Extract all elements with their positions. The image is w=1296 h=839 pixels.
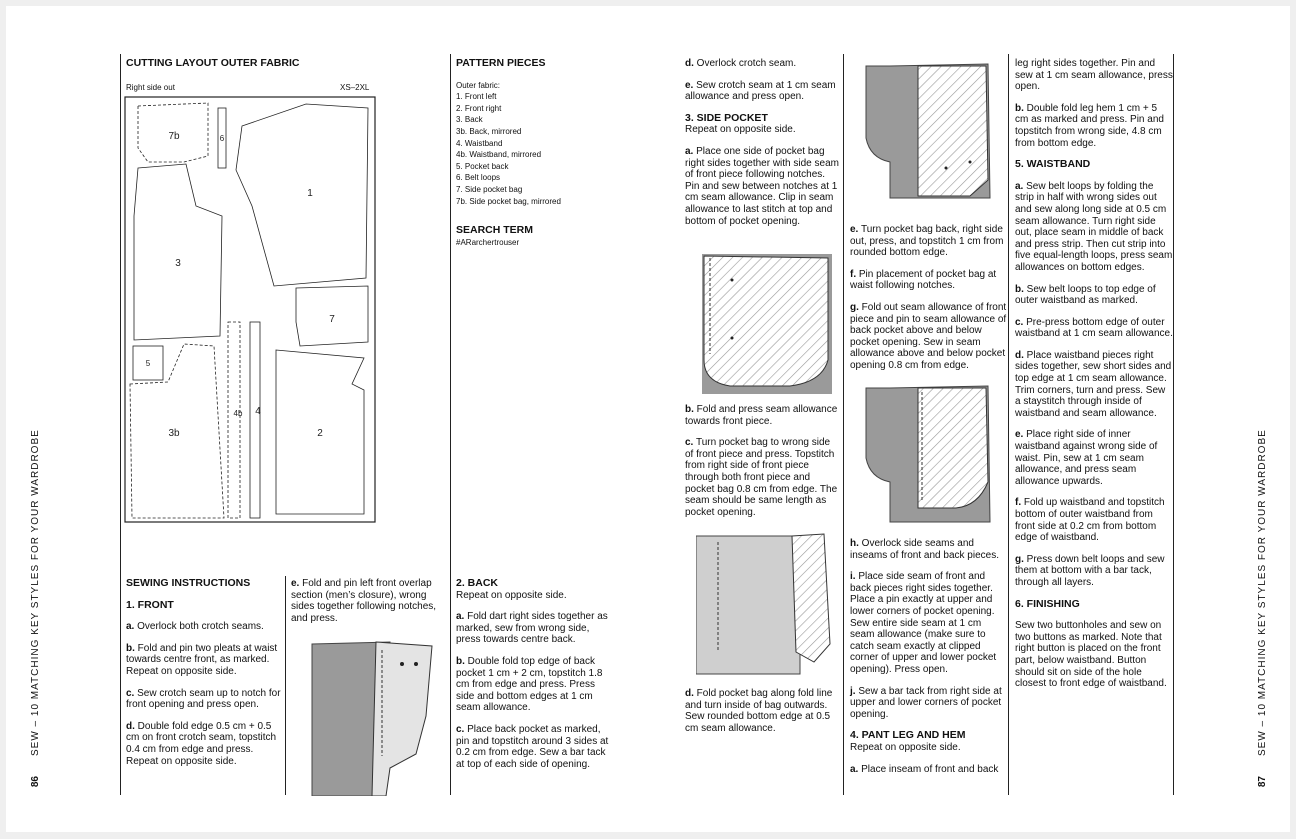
pattern-item: 1. Front left	[456, 92, 497, 102]
pattern-item: 4. Waistband	[456, 138, 503, 148]
piece-label: 6	[219, 134, 225, 143]
size-label: XS–2XL	[340, 83, 370, 92]
pocket-step-a: a. Place one side of pocket bag right sides together with side seam of front piece following notches. Pin and sew between notches at 1 cm seam allowance. Clip in seam allowance to last stitch at top and bottom of pocket opening.	[685, 145, 839, 227]
pattern-item: 3b. Back, mirrored	[456, 126, 522, 136]
pattern-list	[456, 91, 606, 207]
step-a: a. Overlock both crotch seams.	[126, 621, 264, 633]
front-title: 1. FRONT	[126, 598, 174, 611]
step-b: b. Fold and pin two pleats at waist towards centre front, as marked. Repeat on opposite side.	[126, 642, 278, 677]
piece-label: 7b	[168, 131, 180, 142]
sewing-step-e-column	[291, 578, 446, 634]
right-col-2-top	[850, 224, 1008, 382]
cutting-layout-diagram	[124, 96, 376, 524]
side-pocket-title: 3. SIDE POCKET	[685, 111, 768, 124]
waistband-step-g: g. Press down belt loops and sew them at bottom with a bar tack, through all layers.	[1015, 553, 1165, 588]
book-spread	[6, 6, 1290, 832]
cutting-layout-section	[126, 58, 376, 70]
sewing-title: SEWING INSTRUCTIONS	[126, 577, 251, 589]
step-c: c. Sew crotch seam up to notch for front opening and press open.	[126, 687, 281, 711]
column-rule	[285, 576, 286, 795]
column-rule	[450, 54, 451, 795]
piece-label: 4	[255, 406, 261, 417]
right-col-2-bottom	[850, 538, 1008, 785]
pattern-item: 6. Belt loops	[456, 173, 501, 183]
page-number-left: 86	[30, 776, 41, 788]
running-title-right: SEW – 10 MATCHING KEY STYLES FOR YOUR WARDROBE	[1257, 429, 1268, 756]
back-note: Repeat on opposite side.	[456, 589, 567, 601]
crotch-step-d: d. Overlock crotch seam.	[685, 58, 797, 69]
column-rule	[120, 54, 121, 795]
waistband-step-a: a. Sew belt loops by folding the strip in half with wrong sides out and sew along long side at 0.5 cm seam allowance. Turn right side out, place seam in middle of back and press strip. Then cut strip into five equal-length loops, press seam allowances on bottom edges.	[1015, 180, 1173, 273]
back-column	[456, 578, 616, 780]
pocket-step-c: c. Turn pocket bag to wrong side of front piece and press. Topstitch from right side of front piece through both front piece and pocket bag 0.8 cm from edge. The seam should be same length as pocket opening.	[685, 437, 838, 518]
right-col-1-top	[685, 58, 841, 237]
pocket-bag-illustration-2	[696, 532, 834, 676]
piece-label: 4b	[233, 409, 243, 418]
right-col-1-mid	[685, 404, 841, 528]
waistband-step-d: d. Place waistband pieces right sides together, sew short sides and top edge at 1 cm seam allowance. Trim corners, turn and press. Sew a staystitch through inside of waistband and seam allowance.	[1015, 349, 1172, 419]
leg-step-a-cont: leg right sides together. Pin and sew at 1 cm seam allowance, press open.	[1015, 58, 1173, 93]
finishing-text: Sew two buttonholes and sew on two buttons as marked. Note that right button is placed on the front part, below waistband. Button should sit on side of the hole closest to front edge of waistband.	[1015, 620, 1167, 690]
pocket-illustration-4	[860, 382, 1000, 528]
back-step-c: c. Place back pocket as marked, pin and topstitch around 3 sides at 0.2 cm from edge. Sew a bar tack at top of each side of opening.	[456, 723, 609, 770]
piece-label: 2	[317, 428, 323, 439]
pattern-item: 5. Pocket back	[456, 161, 509, 171]
piece-label: 7	[329, 314, 335, 325]
search-title: SEARCH TERM	[456, 224, 534, 237]
fold-label: Right side out	[126, 83, 175, 92]
column-rule	[843, 54, 844, 795]
pant-leg-note: Repeat on opposite side.	[850, 741, 961, 753]
piece-label: 3	[175, 258, 181, 269]
back-step-a: a. Fold dart right sides together as marked, sew from wrong side, press towards centre back.	[456, 611, 608, 646]
pocket-illustration-3	[860, 58, 1000, 206]
pocket-step-g: g. Fold out seam allowance of front piece and pin to seam allowance of back pocket above and below pocket opening. Sew in seam allowance above and below pocket opening 0.8 cm from edge.	[850, 301, 1007, 371]
column-rule	[1008, 54, 1009, 795]
back-step-b: b. Double fold top edge of back pocket 1 cm + 2 cm, topstitch 1.8 cm from edge and press. Press side and bottom edges at 1 cm seam allowance.	[456, 655, 603, 714]
pattern-pieces-section	[456, 58, 606, 248]
step-d: d. Double fold edge 0.5 cm + 0.5 cm on front crotch seam, topstitch 0.4 cm from edge and press. Repeat on opposite side.	[126, 720, 277, 767]
pattern-subtitle: Outer fabric:	[456, 80, 501, 90]
pattern-item: 3. Back	[456, 115, 483, 125]
seam-step-h: h. Overlock side seams and inseams of front and back pieces.	[850, 538, 999, 561]
pant-leg-title: 4. PANT LEG AND HEM	[850, 729, 966, 742]
piece-label: 3b	[168, 428, 180, 439]
pocket-step-b: b. Fold and press seam allowance towards front piece.	[685, 404, 838, 427]
pattern-item: 4b. Waistband, mirrored	[456, 150, 542, 160]
seam-step-i: i. Place side seam of front and back pieces right sides together. Place a pin exactly at upper and lower corners of pocket opening. Sew entire side seam at 1 cm seam allowance (make sure to catch seam exactly at clipped corner of upper and lower pocket opening). Press open.	[850, 571, 997, 675]
step-e: e. Fold and pin left front overlap section (men’s closure), wrong sides together following notches, and press.	[291, 578, 437, 624]
page-number-right: 87	[1257, 776, 1268, 788]
cutting-title: CUTTING LAYOUT OUTER FABRIC	[126, 57, 300, 69]
waistband-title: 5. WAISTBAND	[1015, 158, 1091, 171]
right-col-1-bottom	[685, 688, 841, 744]
waistband-step-c: c. Pre-press bottom edge of outer waistband at 1 cm seam allowance.	[1015, 316, 1173, 340]
back-title: 2. BACK	[456, 577, 499, 589]
pattern-item: 7b. Side pocket bag, mirrored	[456, 196, 561, 206]
waistband-step-f: f. Fold up waistband and topstitch bottom of outer waistband from front side at 0.2 cm from bottom edge of waistband.	[1015, 497, 1165, 544]
finishing-title: 6. FINISHING	[1015, 597, 1080, 610]
leg-step-b: b. Double fold leg hem 1 cm + 5 cm as marked and press. Pin and topstitch from wrong side, 4.8 cm from bottom edge.	[1015, 102, 1164, 149]
pattern-item: 7. Side pocket bag	[456, 184, 523, 194]
pocket-step-f: f. Pin placement of pocket bag at waist following notches.	[850, 268, 997, 292]
running-title-left: SEW – 10 MATCHING KEY STYLES FOR YOUR WARDROBE	[30, 429, 41, 756]
front-overlap-illustration	[306, 636, 444, 796]
sewing-instructions-column	[126, 578, 281, 777]
side-pocket-note: Repeat on opposite side.	[685, 124, 796, 136]
pocket-step-d2: d. Fold pocket bag along fold line and turn inside of bag outwards. Sew rounded bottom edge at 0.5 cm seam allowance.	[685, 688, 833, 734]
pocket-step-e: e. Turn pocket bag back, right side out, press, and topstitch 1 cm from rounded bottom edge.	[850, 224, 1004, 259]
search-term: #ARarchertrouser	[456, 237, 520, 247]
piece-label: 5	[145, 359, 151, 368]
right-col-3	[1015, 58, 1173, 700]
pocket-bag-illustration-1	[690, 250, 832, 395]
piece-label: 1	[307, 188, 313, 199]
waistband-step-e: e. Place right side of inner waistband against wrong side of waist. Pin, sew at 1 cm seam allowance, and press seam allowance upwards.	[1015, 429, 1158, 487]
pattern-item: 2. Front right	[456, 103, 502, 113]
waistband-step-b: b. Sew belt loops to top edge of outer waistband as marked.	[1015, 283, 1156, 307]
pattern-title: PATTERN PIECES	[456, 57, 546, 69]
leg-step-a: a. Place inseam of front and back	[850, 763, 999, 775]
crotch-step-e: e. Sew crotch seam at 1 cm seam allowance and press open.	[685, 79, 836, 103]
seam-step-j: j. Sew a bar tack from right side at upper and lower corners of pocket opening.	[850, 685, 1002, 720]
column-rule	[1173, 54, 1174, 795]
